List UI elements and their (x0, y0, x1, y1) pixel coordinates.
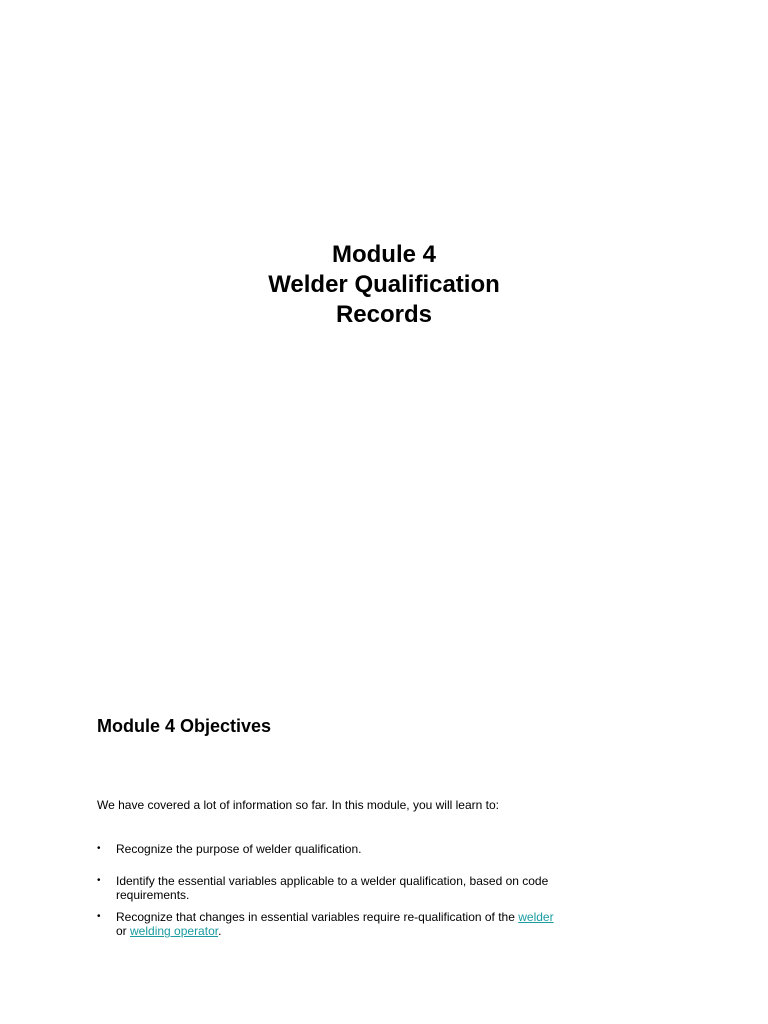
objective-text: Identify the essential variables applicable to a welder qualification, based on code requirements. (116, 874, 549, 902)
objectives-intro: We have covered a lot of information so far. In this module, you will learn to: (97, 798, 499, 812)
welder-link[interactable]: welder (518, 910, 554, 924)
bullet-icon: • (97, 911, 101, 922)
module-title-line-3: Records (335, 301, 433, 328)
bullet-icon: • (97, 875, 101, 886)
objective-text-before: Recognize that changes in essential variables require re-qualification of the (116, 910, 519, 924)
module-title-line-1: Module 4 (331, 241, 436, 268)
module-title (0, 240, 768, 330)
objective-item-purpose (97, 842, 567, 856)
objectives-heading: Module 4 Objectives (97, 716, 272, 736)
objective-item-requalification (97, 910, 567, 938)
objective-text: Recognize the purpose of welder qualification. (116, 842, 362, 856)
objectives-list (97, 842, 567, 938)
welding-operator-link[interactable]: welding operator (130, 924, 219, 938)
objective-text-after: . (218, 924, 222, 938)
objective-text-between: or (116, 924, 131, 938)
objective-item-essential-variables (97, 874, 567, 902)
module-title-line-2: Welder Qualification (268, 271, 500, 298)
bullet-icon: • (97, 843, 101, 854)
